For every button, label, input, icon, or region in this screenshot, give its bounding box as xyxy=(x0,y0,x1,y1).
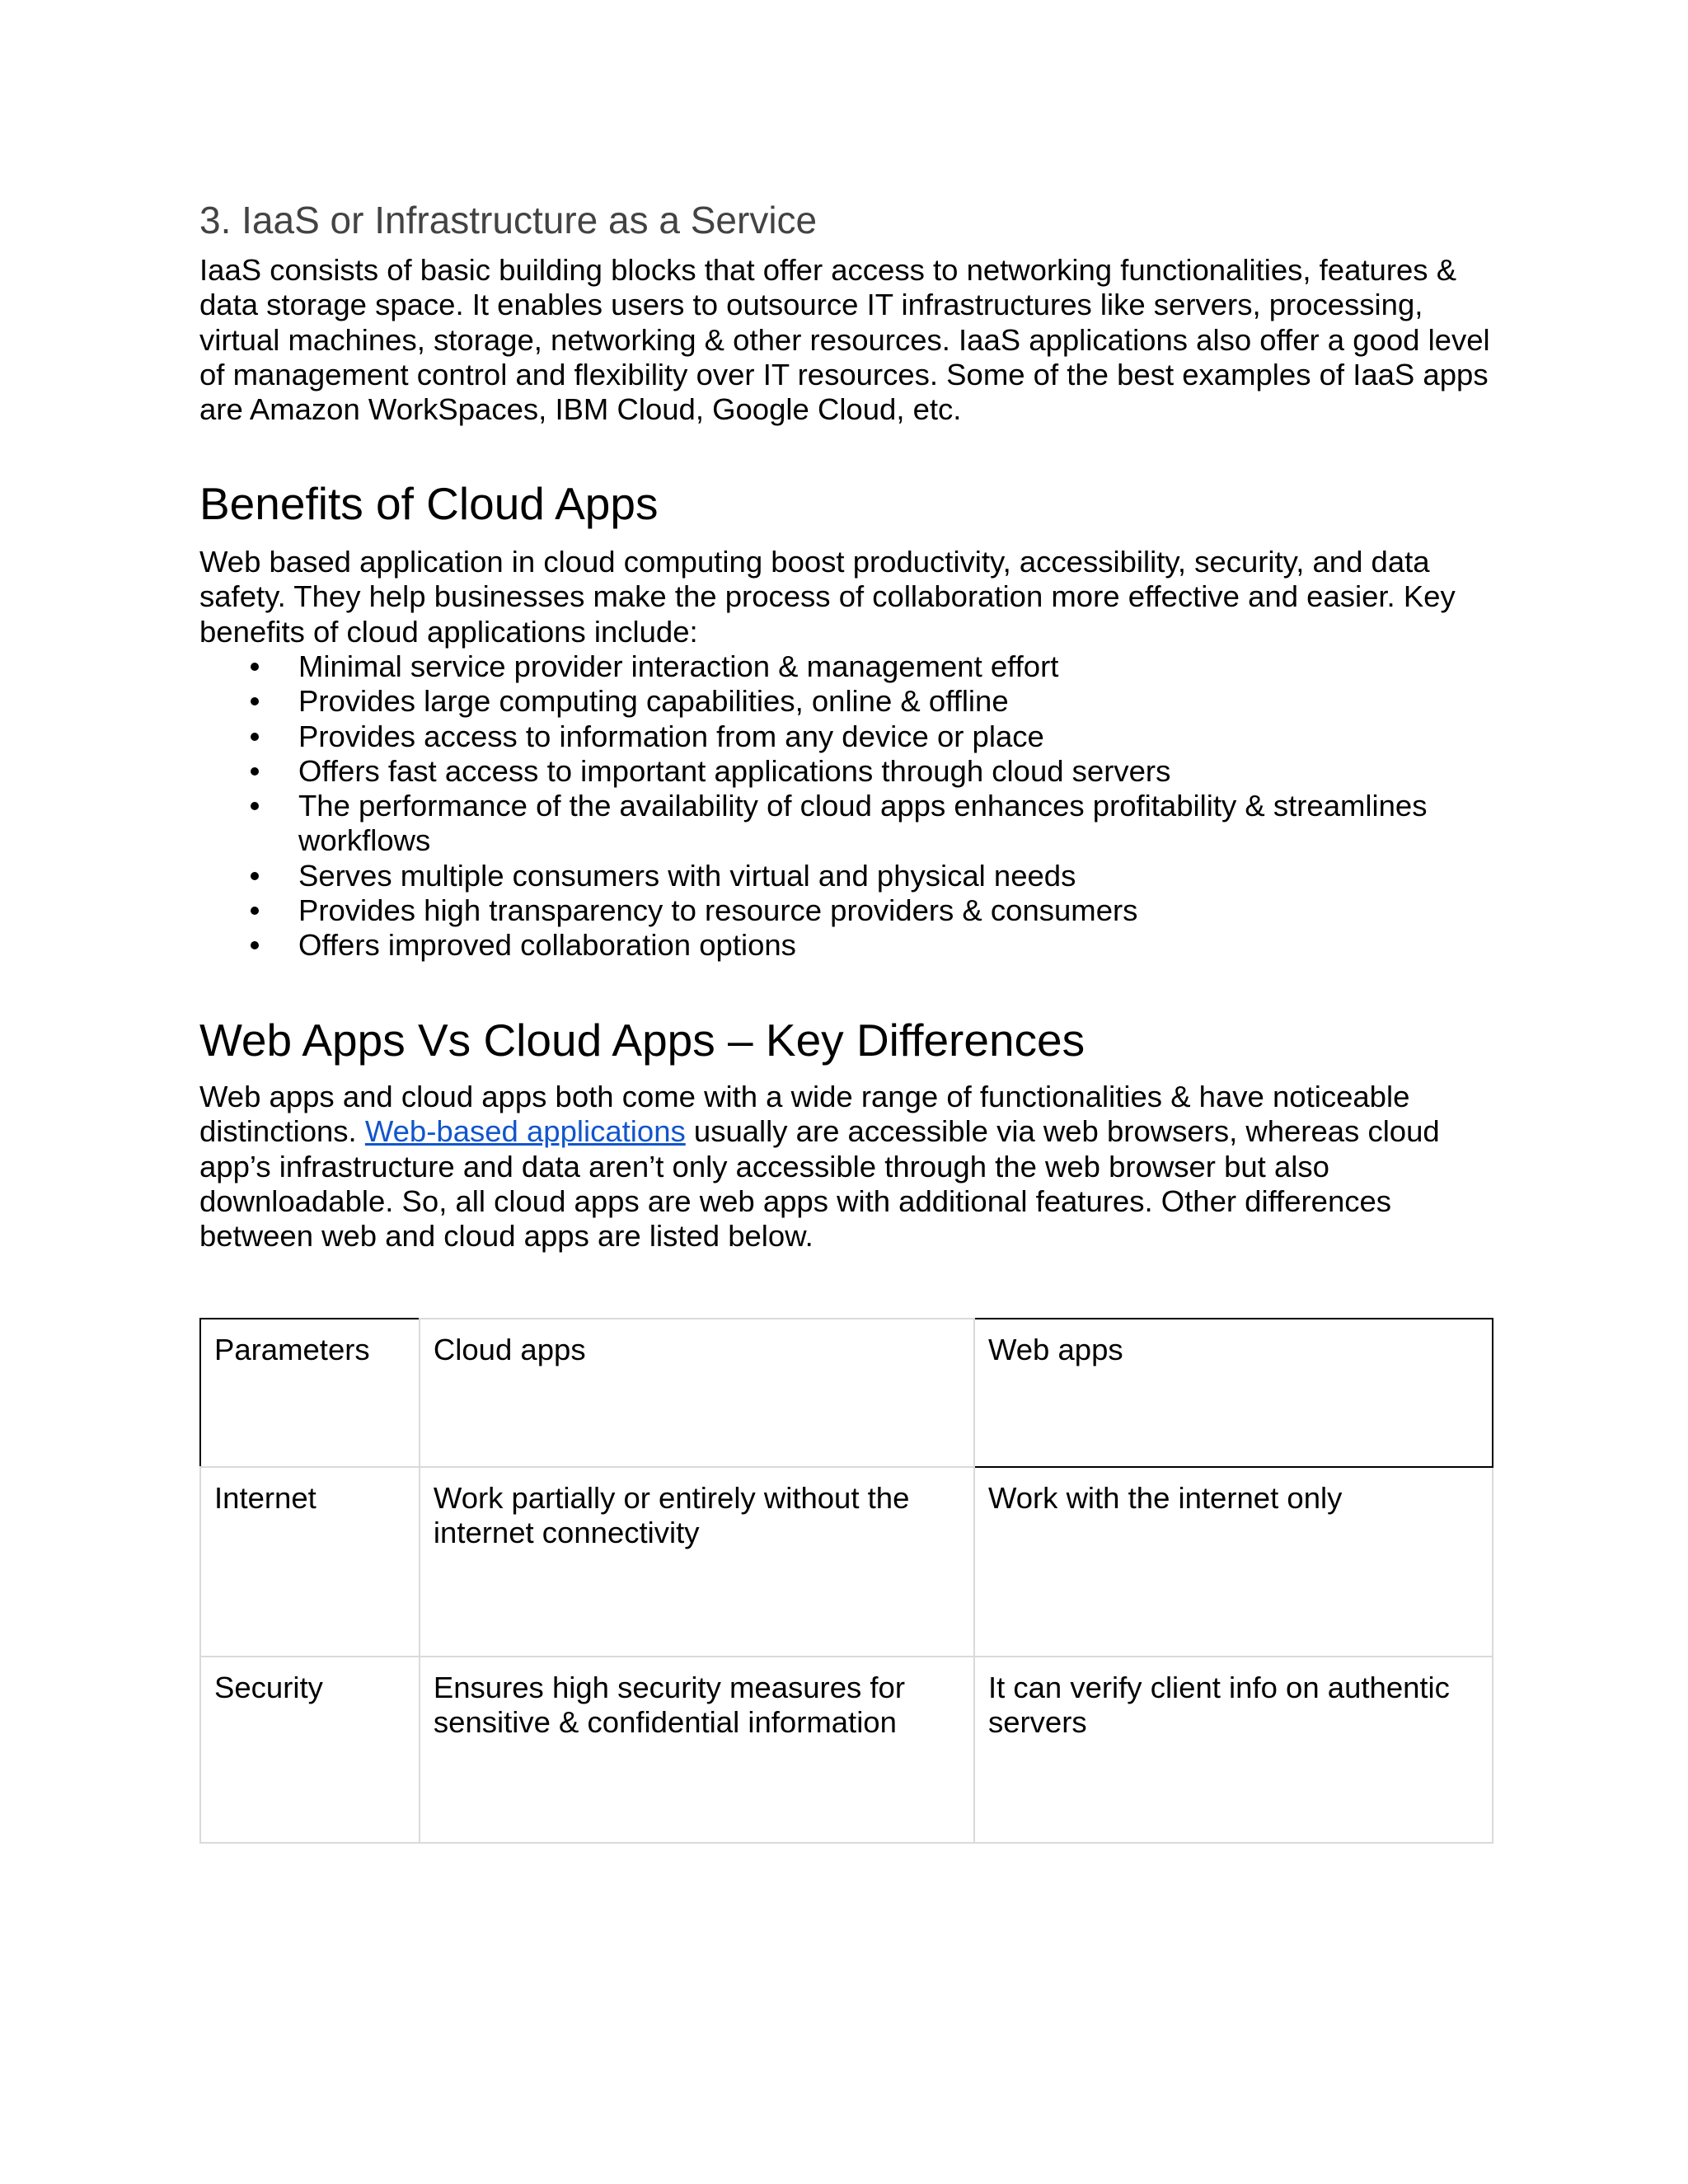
table-cell: Internet xyxy=(200,1467,420,1657)
bullet-icon xyxy=(251,733,259,741)
bullet-icon xyxy=(251,767,259,776)
list-item xyxy=(199,649,1535,684)
iaas-paragraph: IaaS consists of basic building blocks that offer access to networking functionalities, features & data storage space. It enables users to outsource IT infrastructures like servers, processing, virtual machines, storage, networking & other resources. IaaS applications also offer a good level of management control and flexibility over IT resources. Some of the best examples of IaaS apps are Amazon WorkSpaces, IBM Cloud, Google Cloud, etc. xyxy=(199,253,1490,427)
benefits-intro-paragraph: Web based application in cloud computing boost productivity, accessibility, security, and data safety. They help businesses make the process of collaboration more effective and easier. Key benefits of cloud applications include: xyxy=(199,545,1456,649)
table-cell: It can verify client info on authentic servers xyxy=(974,1657,1493,1843)
list-item xyxy=(199,789,1535,859)
bullet-icon xyxy=(251,907,259,915)
table-header-row xyxy=(200,1319,1493,1467)
differences-text-end: usually are accessible via web browsers, whereas cloud app’s infrastructure and data aren’t only accessible through the web browser but also downloadable. So, all cloud apps are web apps with additional features. Other differences between web and cloud apps are listed below. xyxy=(199,1114,1440,1254)
table-header-cell: Web apps xyxy=(974,1319,1493,1467)
differences-text-start: Web apps and cloud apps both come with a wide range of functionalities & have noticeable distinctions. xyxy=(199,1080,1410,1149)
table-cell: Security xyxy=(200,1657,420,1843)
bullet-icon xyxy=(251,802,259,810)
differences-paragraph xyxy=(199,1080,1502,1254)
list-item-text: Provides large computing capabilities, online & offline xyxy=(298,684,1009,719)
list-item-text: Offers improved collaboration options xyxy=(298,928,796,963)
table-header-cell: Parameters xyxy=(200,1319,420,1467)
bullet-icon xyxy=(251,663,259,671)
list-item xyxy=(199,928,1535,963)
list-item-text: Minimal service provider interaction & management effort xyxy=(298,649,1059,683)
table-row xyxy=(200,1467,1493,1657)
list-item xyxy=(199,859,1535,893)
list-item-text: Provides access to information from any device or place xyxy=(298,719,1044,753)
web-based-applications-link[interactable]: Web-based applications xyxy=(364,1114,686,1149)
iaas-heading: 3. IaaS or Infrastructure as a Service xyxy=(199,199,818,241)
list-item xyxy=(199,754,1535,789)
list-item xyxy=(199,893,1535,928)
table-cell: Work with the internet only xyxy=(974,1467,1493,1657)
table-header-cell: Cloud apps xyxy=(420,1319,974,1467)
list-item-text: Provides high transparency to resource providers & consumers xyxy=(298,893,1138,928)
bullet-icon xyxy=(251,941,259,949)
list-item-text: Serves multiple consumers with virtual and physical needs xyxy=(298,858,1076,893)
bullet-icon xyxy=(251,697,259,705)
differences-heading: Web Apps Vs Cloud Apps – Key Differences xyxy=(199,1015,1085,1066)
bullet-icon xyxy=(251,872,259,880)
table-row xyxy=(200,1657,1493,1843)
list-item xyxy=(199,719,1535,754)
list-item xyxy=(199,684,1535,719)
list-item-text: Offers fast access to important applications through cloud servers xyxy=(298,753,1171,788)
comparison-table xyxy=(199,1318,1493,1844)
benefits-heading: Benefits of Cloud Apps xyxy=(199,478,659,529)
benefits-list xyxy=(199,649,1535,963)
table-cell: Ensures high security measures for sensitive & confidential information xyxy=(420,1657,974,1843)
list-item-text: The performance of the availability of cloud apps enhances profitability & streamlines workflows xyxy=(298,789,1428,858)
table-cell: Work partially or entirely without the internet connectivity xyxy=(420,1467,974,1657)
